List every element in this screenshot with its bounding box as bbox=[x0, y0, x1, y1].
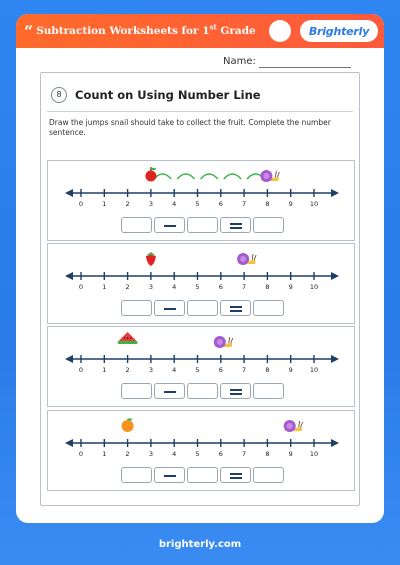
answer-box-2[interactable] bbox=[187, 383, 218, 399]
tick-label: 10 bbox=[309, 200, 319, 208]
answer-box-3[interactable] bbox=[253, 217, 284, 233]
header-banner bbox=[16, 14, 384, 48]
left-arrow-icon bbox=[65, 272, 73, 280]
watermelon-icon bbox=[118, 332, 138, 344]
footer-url[interactable]: brighterly.com bbox=[158, 539, 242, 550]
right-arrow-icon bbox=[331, 439, 339, 447]
tick-label: 5 bbox=[195, 450, 200, 458]
answer-box-1[interactable] bbox=[121, 383, 152, 399]
tick-label: 4 bbox=[172, 450, 177, 458]
tick-label: 3 bbox=[148, 283, 153, 291]
equals-sign-bar bbox=[230, 393, 242, 395]
tick-label: 2 bbox=[125, 450, 130, 458]
snail-icon bbox=[236, 253, 256, 265]
exercise-panel bbox=[40, 72, 360, 506]
equals-sign-bar bbox=[230, 306, 242, 308]
tick-label: 1 bbox=[102, 200, 107, 208]
minus-sign-bar bbox=[164, 225, 176, 227]
exercise-1 bbox=[47, 160, 355, 241]
tick-label: 3 bbox=[148, 366, 153, 374]
exercise-2 bbox=[47, 243, 355, 324]
tick-label: 10 bbox=[309, 450, 319, 458]
jump-arc bbox=[224, 174, 241, 179]
snail-icon bbox=[283, 420, 303, 432]
equals-sign bbox=[220, 383, 251, 399]
answer-box-1[interactable] bbox=[121, 217, 152, 233]
tick-label: 9 bbox=[288, 283, 293, 291]
tick-label: 10 bbox=[309, 366, 319, 374]
minus-sign bbox=[154, 300, 185, 316]
answer-box-3[interactable] bbox=[253, 300, 284, 316]
tick-label: 6 bbox=[218, 200, 223, 208]
number-sentence bbox=[121, 300, 285, 316]
tick-label: 0 bbox=[78, 366, 84, 374]
equals-sign bbox=[220, 467, 251, 483]
worksheet-title: “ Subtraction Worksheets for 1st Grade bbox=[24, 22, 256, 41]
tick-label: 7 bbox=[242, 450, 247, 458]
answer-box-3[interactable] bbox=[253, 383, 284, 399]
tick-label: 0 bbox=[78, 200, 84, 208]
left-arrow-icon bbox=[65, 355, 73, 363]
answer-box-3[interactable] bbox=[253, 467, 284, 483]
minus-sign-bar bbox=[164, 475, 176, 477]
answer-box-2[interactable] bbox=[187, 300, 218, 316]
exercise-3 bbox=[47, 326, 355, 407]
number-sentence bbox=[121, 467, 285, 483]
brighterly-logo[interactable]: Brighterly bbox=[300, 20, 378, 42]
snail-icon bbox=[259, 170, 279, 182]
tick-label: 9 bbox=[288, 200, 293, 208]
tick-label: 5 bbox=[195, 366, 200, 374]
minus-sign bbox=[154, 383, 185, 399]
quote-icon: “ bbox=[24, 22, 34, 41]
apple-icon bbox=[145, 167, 156, 182]
equals-sign-bar bbox=[230, 223, 242, 225]
name-label: Name: bbox=[223, 56, 256, 67]
equals-sign-bar bbox=[230, 227, 242, 229]
equals-sign-bar bbox=[230, 473, 242, 475]
tick-label: 2 bbox=[125, 366, 130, 374]
equals-sign bbox=[220, 300, 251, 316]
tick-label: 0 bbox=[78, 450, 84, 458]
tick-label: 3 bbox=[148, 200, 153, 208]
tick-label: 2 bbox=[125, 283, 130, 291]
section-heading: Count on Using Number Line bbox=[75, 88, 261, 102]
tick-label: 8 bbox=[265, 283, 270, 291]
jump-arc bbox=[154, 174, 171, 179]
tick-label: 3 bbox=[148, 450, 153, 458]
tick-label: 6 bbox=[218, 283, 223, 291]
answer-box-2[interactable] bbox=[187, 217, 218, 233]
tick-label: 8 bbox=[265, 366, 270, 374]
worksheet bbox=[16, 14, 384, 523]
right-arrow-icon bbox=[331, 272, 339, 280]
tick-label: 8 bbox=[265, 200, 270, 208]
jump-arc bbox=[201, 174, 218, 179]
equals-sign-bar bbox=[230, 310, 242, 312]
tick-label: 8 bbox=[265, 450, 270, 458]
tick-label: 5 bbox=[195, 200, 200, 208]
equals-sign-bar bbox=[230, 477, 242, 479]
equals-sign bbox=[220, 217, 251, 233]
right-arrow-icon bbox=[331, 355, 339, 363]
minus-sign-bar bbox=[164, 308, 176, 310]
tick-label: 7 bbox=[242, 200, 247, 208]
answer-box-1[interactable] bbox=[121, 467, 152, 483]
number-sentence bbox=[121, 217, 285, 233]
tick-label: 4 bbox=[172, 283, 177, 291]
tick-label: 2 bbox=[125, 200, 130, 208]
tick-label: 4 bbox=[172, 200, 177, 208]
number-sentence bbox=[121, 383, 285, 399]
minus-sign bbox=[154, 467, 185, 483]
left-arrow-icon bbox=[65, 189, 73, 197]
left-arrow-icon bbox=[65, 439, 73, 447]
tick-label: 5 bbox=[195, 283, 200, 291]
divider bbox=[47, 111, 353, 112]
tick-label: 0 bbox=[78, 283, 84, 291]
tick-label: 6 bbox=[218, 366, 223, 374]
jump-arc bbox=[177, 174, 194, 179]
name-field[interactable] bbox=[223, 56, 373, 72]
tick-label: 9 bbox=[288, 450, 293, 458]
answer-box-2[interactable] bbox=[187, 467, 218, 483]
tick-label: 1 bbox=[102, 450, 107, 458]
tick-label: 7 bbox=[242, 366, 247, 374]
tick-label: 1 bbox=[102, 283, 107, 291]
tick-label: 1 bbox=[102, 366, 107, 374]
tick-label: 6 bbox=[218, 450, 223, 458]
tick-label: 9 bbox=[288, 366, 293, 374]
orange-icon bbox=[122, 418, 134, 432]
right-arrow-icon bbox=[331, 189, 339, 197]
name-line[interactable] bbox=[259, 67, 351, 68]
equals-sign-bar bbox=[230, 389, 242, 391]
strawberry-icon bbox=[146, 252, 156, 266]
answer-box-1[interactable] bbox=[121, 300, 152, 316]
tick-label: 4 bbox=[172, 366, 177, 374]
instructions: Draw the jumps snail should take to collect the fruit. Complete the number sentence. bbox=[49, 118, 331, 137]
section-number: 8 bbox=[51, 87, 67, 103]
minus-sign bbox=[154, 217, 185, 233]
minus-sign-bar bbox=[164, 391, 176, 393]
circle-decoration-icon bbox=[269, 20, 291, 42]
exercise-4 bbox=[47, 410, 355, 491]
tick-label: 7 bbox=[242, 283, 247, 291]
snail-icon bbox=[213, 336, 233, 348]
tick-label: 10 bbox=[309, 283, 319, 291]
